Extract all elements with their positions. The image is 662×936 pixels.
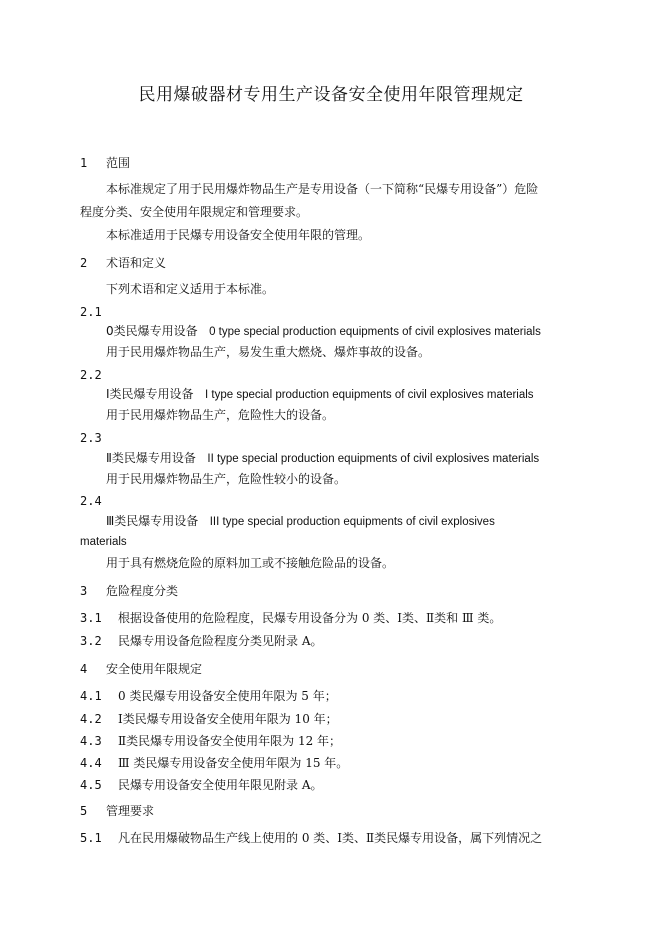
section-number: 5 — [80, 804, 88, 818]
term-heading — [106, 323, 541, 340]
item-text: Ⅱ类民爆专用设备安全使用年限为 12 年； — [118, 734, 342, 748]
section-number: 1 — [80, 156, 88, 170]
term-definition: 用于民用爆炸物品生产，危险性较小的设备。 — [106, 472, 347, 486]
paragraph-line: 下列术语和定义适用于本标准。 — [106, 282, 275, 296]
term-cn: Ⅲ类民爆专用设备 — [106, 514, 199, 528]
term-en-wrap: materials — [80, 536, 127, 548]
term-heading — [106, 386, 534, 403]
item-number: 3.1 — [80, 611, 102, 625]
item-number: 4.3 — [80, 734, 102, 748]
item-text: 凡在民用爆破物品生产线上使用的 0 类、Ⅰ类、Ⅱ类民爆专用设备，属下列情况之 — [118, 831, 543, 845]
item-text: Ⅰ类民爆专用设备安全使用年限为 10 年； — [118, 712, 338, 726]
section-heading: 术语和定义 — [106, 256, 167, 270]
term-en: II type special production equipments of civil explosives materials — [207, 453, 540, 465]
item-number: 4.5 — [80, 778, 102, 792]
item-text: 根据设备使用的危险程度，民爆专用设备分为 0 类、Ⅰ类、Ⅱ类和 Ⅲ 类。 — [118, 611, 502, 625]
paragraph-line: 本标准适用于民爆专用设备安全使用年限的管理。 — [106, 228, 371, 242]
section-heading: 范围 — [106, 156, 131, 170]
section-heading: 安全使用年限规定 — [106, 662, 203, 676]
item-text: 0 类民爆专用设备安全使用年限为 5 年； — [118, 689, 337, 703]
section-heading: 危险程度分类 — [106, 584, 179, 598]
paragraph-line: 程度分类、安全使用年限规定和管理要求。 — [80, 205, 309, 219]
item-text: 民爆专用设备危险程度分类见附录 A。 — [118, 634, 323, 648]
paragraph-line: 本标准规定了用于民用爆炸物品生产是专用设备（一下简称“民爆专用设备”）危险 — [106, 182, 539, 196]
document-title: 民用爆破器材专用生产设备安全使用年限管理规定 — [138, 85, 524, 105]
term-definition: 用于民用爆炸物品生产，易发生重大燃烧、爆炸事故的设备。 — [106, 345, 431, 359]
term-heading — [106, 513, 495, 530]
term-cn: Ⅰ类民爆专用设备 — [106, 387, 194, 401]
term-cn: 0类民爆专用设备 — [106, 324, 198, 338]
term-number: 2.2 — [80, 368, 102, 382]
section-number: 4 — [80, 662, 88, 676]
term-heading — [106, 450, 539, 467]
item-number: 4.1 — [80, 689, 102, 703]
item-number: 4.4 — [80, 756, 102, 770]
term-en: 0 type special production equipments of civil explosives materials — [209, 326, 541, 338]
item-text: Ⅲ 类民爆专用设备安全使用年限为 15 年。 — [118, 756, 349, 770]
section-number: 3 — [80, 584, 88, 598]
term-cn: Ⅱ类民爆专用设备 — [106, 451, 196, 465]
item-number: 5.1 — [80, 831, 102, 845]
section-number: 2 — [80, 256, 88, 270]
term-en: I type special production equipments of civil explosives materials — [205, 389, 534, 401]
item-number: 4.2 — [80, 712, 102, 726]
term-definition: 用于具有燃烧危险的原料加工或不接触危险品的设备。 — [106, 556, 395, 570]
term-number: 2.3 — [80, 431, 102, 445]
term-number: 2.1 — [80, 305, 102, 319]
term-en: III type special production equipments of civil explosives — [209, 516, 495, 528]
section-heading: 管理要求 — [106, 804, 155, 818]
item-number: 3.2 — [80, 634, 102, 648]
term-number: 2.4 — [80, 494, 102, 508]
item-text: 民爆专用设备安全使用年限见附录 A。 — [118, 778, 323, 792]
term-definition: 用于民用爆炸物品生产，危险性大的设备。 — [106, 408, 335, 422]
